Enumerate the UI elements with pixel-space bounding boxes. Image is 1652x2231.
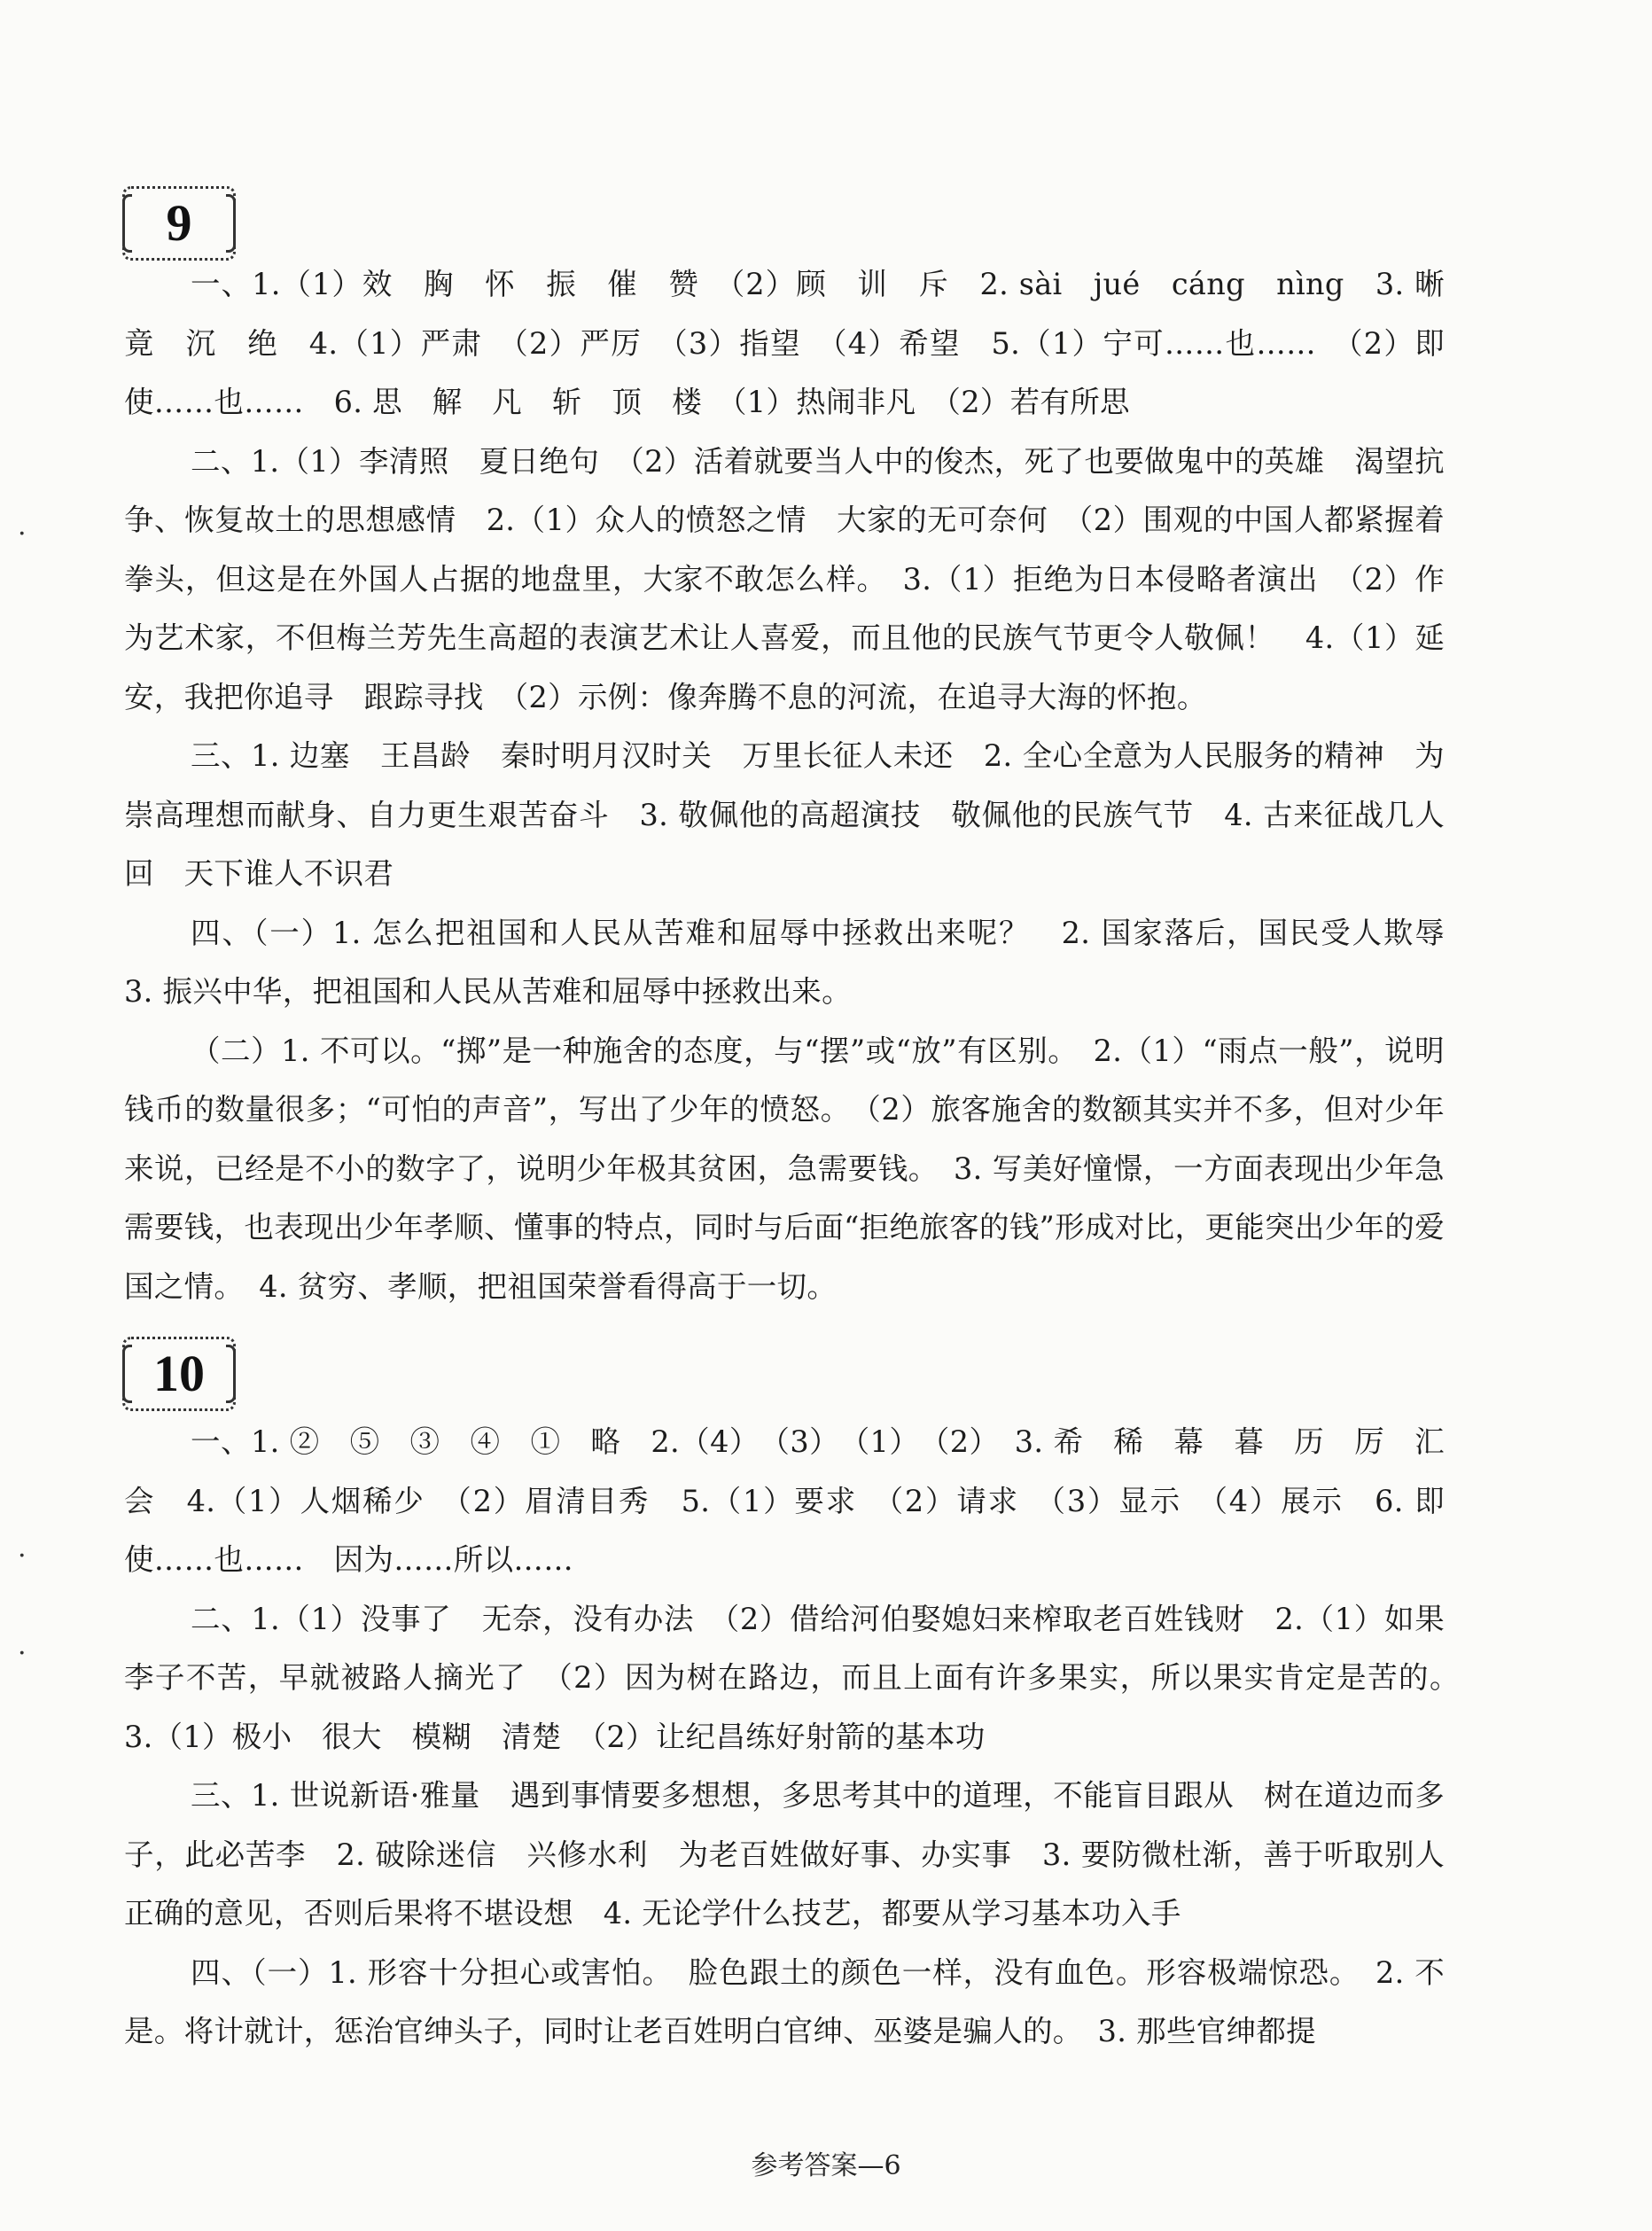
answer-paragraph: 二、1.（1）李清照 夏日绝句 （2）活着就要当人中的俊杰，死了也要做鬼中的英雄 渴望抗争、恢复故土的思想感情 2.（1）众人的愤怒之情 大家的无可奈何 （2）围观的中国人都紧握着拳头，但这是在外国人占据的地盘里，大家不敢怎么样。 3.（1）拒绝为日本侵略者演出 （2）作为艺术家，不但梅兰芳先生高超的表演艺术让人喜爱，而且他的民族气节更令人敬佩！ 4.（1）延安，我把你追寻 跟踪寻找 （2）示例：像奔腾不息的河流，在追寻大海的怀抱。 [124, 443, 1445, 714]
answer-paragraph: 三、1. 世说新语·雅量 遇到事情要多想想，多思考其中的道理，不能盲目跟从 树在道边而多子，此必苦李 2. 破除迷信 兴修水利 为老百姓做好事、办实事 3. 要防微杜渐，善于听取别人正确的意见，否则后果将不堪设想 4. 无论学什么技艺，都要从学习基本功入手 [124, 1778, 1445, 1931]
margin-dot: · [18, 519, 27, 550]
page-footer: 参考答案—6 [751, 2150, 901, 2181]
answer-paragraph: 四、（一）1. 怎么把祖国和人民从苦难和屈辱中拯救出来呢？ 2. 国家落后，国民受人欺辱 3. 振兴中华，把祖国和人民从苦难和屈辱中拯救出来。 [124, 915, 1475, 1009]
answer-paragraph: 二、1.（1）没事了 无奈，没有办法 （2）借给河伯娶媳妇来榨取老百姓钱财 2.（1）如果李子不苦，早就被路人摘光了 （2）因为树在路边，而且上面有许多果实，所以果实肯定是苦的。 3.（1）极小 很大 模糊 清楚 （2）让纪昌练好射箭的基本功 [124, 1601, 1475, 1754]
answer-paragraph: 一、1. ② ⑤ ③ ④ ① 略 2.（4） （3） （1） （2） 3. 希 稀 幕 暮 历 厉 汇 会 4.（1）人烟稀少 （2）眉清目秀 5.（1）要求 （2）请求 （3）显示 （4）展示 6. 即使……也…… 因为……所以…… [124, 1424, 1475, 1577]
answer-paragraph: （二）1. 不可以。“掷”是一种施舍的态度，与“摆”或“放”有区别。 2.（1）“雨点一般”，说明钱币的数量很多；“可怕的声音”，写出了少年的愤怒。 （2）旅客施舍的数额其实并不多，但对少年来说，已经是不小的数字了，说明少年极其贫困，急需要钱。 3. 写美好憧憬，一方面表现出少年急需要钱，也表现出少年孝顺、懂事的特点，同时与后面“拒绝旅客的钱”形成对比，更能突出少年的爱国之情。 4. 贫穷、孝顺，把祖国荣誉看得高于一切。 [124, 1033, 1445, 1304]
answer-paragraph: 三、1. 边塞 王昌龄 秦时明月汉时关 万里长征人未还 2. 全心全意为人民服务的精神 为崇高理想而献身、自力更生艰苦奋斗 3. 敬佩他的高超演技 敬佩他的民族气节 4. 古来征战几人回 天下谁人不识君 [124, 738, 1445, 891]
section-number-badge: 9 [122, 186, 236, 261]
margin-dot: · [18, 1638, 27, 1669]
section-10-answers [124, 1413, 1475, 2062]
answer-paragraph: 四、（一）1. 形容十分担心或害怕。 脸色跟土的颜色一样，没有血色。形容极端惊恐。 2. 不是。将计就计，惩治官绅头子，同时让老百姓明白官绅、巫婆是骗人的。 3. 那些官绅都提 [124, 1954, 1445, 2048]
section-number-badge: 10 [122, 1337, 236, 1411]
section-9-answers [124, 255, 1475, 1316]
answer-paragraph: 一、1.（1）效 胸 怀 振 催 赞 （2）顾 训 斥 2. sài jué cáng nìng 3. 晰 竟 沉 绝 4.（1）严肃 （2）严厉 （3）指望 （4）希望 5.（1）宁可……也…… （2）即使……也…… 6. 思 解 凡 斩 顶 楼 （1）热闹非凡 （2）若有所思 [124, 267, 1475, 419]
margin-dot: · [18, 1541, 27, 1572]
